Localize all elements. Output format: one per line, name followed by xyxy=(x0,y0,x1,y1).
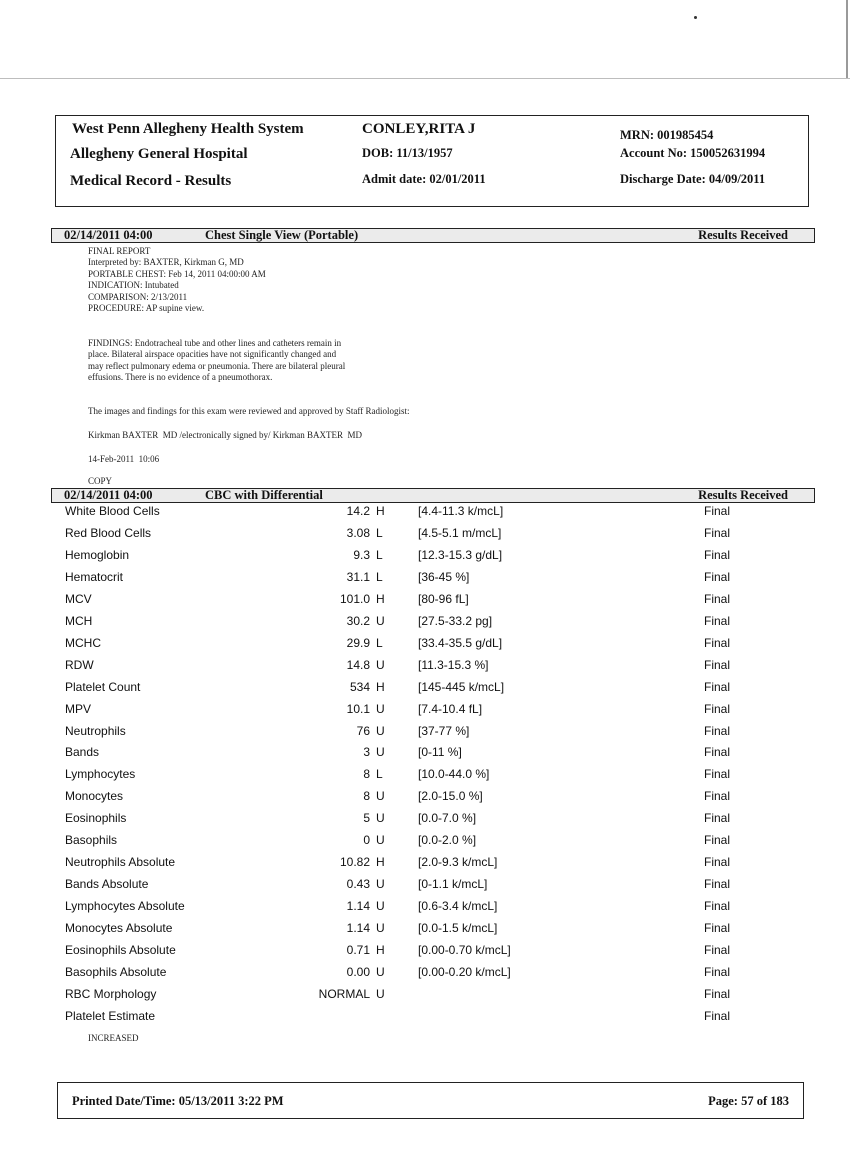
lab-reference-range: [27.5-33.2 pg] xyxy=(418,613,493,628)
lab-flag: U xyxy=(376,833,385,848)
lab-value: 0 xyxy=(363,833,370,848)
lab-flag: H xyxy=(376,943,385,957)
lab-test-name: RDW xyxy=(65,657,94,672)
lab-flag: L xyxy=(376,767,383,782)
report-header-block: FINAL REPORT Interpreted by: BAXTER, Kirkman G, MD PORTABLE CHEST: Feb 14, 2011 04:00:00 AM INDICATION: Intubated COMPARISON: 2/13/2011 PROCEDURE: AP supine view. xyxy=(88,246,266,314)
lab-value: 76 xyxy=(356,723,370,738)
lab-reference-range: [2.0-15.0 %] xyxy=(418,789,483,804)
lab-flag: U xyxy=(376,789,385,804)
table-row xyxy=(0,833,850,855)
table-row xyxy=(0,877,850,899)
page-number: Page: 57 of 183 xyxy=(708,1094,789,1108)
lab-status: Final xyxy=(704,789,731,804)
lab-test-name: Red Blood Cells xyxy=(65,525,152,540)
lab-test-name: Monocytes xyxy=(65,789,124,804)
lab-status: Final xyxy=(704,767,731,782)
lab-reference-range: [80-96 fL] xyxy=(418,591,469,606)
lab-status: Final xyxy=(704,635,731,650)
lab-status: Final xyxy=(704,986,731,1001)
lab-test-name: MPV xyxy=(65,701,92,716)
lab-flag: L xyxy=(376,525,383,540)
page-edge-line xyxy=(0,78,850,79)
lab-status: Final xyxy=(704,701,731,716)
lab-test-name: Neutrophils Absolute xyxy=(65,855,176,870)
platelet-estimate-note: INCREASED xyxy=(88,1033,139,1043)
lab-status: Final xyxy=(704,1008,731,1023)
lab-flag: U xyxy=(376,723,385,738)
lab-reference-range: [2.0-9.3 k/mcL] xyxy=(418,855,498,870)
lab-value: 8 xyxy=(363,767,370,782)
lab-flag: L xyxy=(376,635,383,650)
lab-reference-range: [10.0-44.0 %] xyxy=(418,767,490,782)
lab-reference-range: [0.0-2.0 %] xyxy=(418,833,477,848)
lab-status: Final xyxy=(704,855,731,870)
lab-test-name: Eosinophils xyxy=(65,811,127,826)
table-row xyxy=(0,811,850,833)
document-title: Medical Record - Results xyxy=(70,173,232,189)
lab-value: NORMAL xyxy=(318,986,370,1001)
lab-reference-range: [0.0-7.0 %] xyxy=(418,811,477,826)
lab-value: 14.8 xyxy=(346,657,370,672)
lab-status: Final xyxy=(704,833,731,848)
lab-reference-range: [0-1.1 k/mcL] xyxy=(418,877,488,892)
lab-test-name: Neutrophils xyxy=(65,723,126,738)
lab-status: Final xyxy=(704,723,731,738)
table-row xyxy=(0,570,850,592)
lab-flag: U xyxy=(376,613,385,628)
lab-test-name: Bands Absolute xyxy=(65,877,149,892)
lab-status: Final xyxy=(704,613,731,628)
lab-reference-range: [0-11 %] xyxy=(418,745,462,760)
lab-test-name: MCH xyxy=(65,613,93,628)
lab-status: Final xyxy=(704,569,731,584)
lab-flag: H xyxy=(376,504,385,518)
table-row xyxy=(0,592,850,614)
lab-reference-range: [33.4-35.5 g/dL] xyxy=(418,635,503,650)
lab-status: Final xyxy=(704,877,731,892)
table-row xyxy=(0,899,850,921)
lab-reference-range: [36-45 %] xyxy=(418,569,470,584)
signed-date: 14-Feb-2011 10:06 xyxy=(88,454,160,464)
lab-value: 3 xyxy=(363,745,370,760)
page-footer xyxy=(57,1082,804,1119)
mrn: MRN: 001985454 xyxy=(620,128,714,142)
lab-status: Final xyxy=(704,964,731,979)
lab-reference-range: [4.5-5.1 m/mcL] xyxy=(418,525,502,540)
lab-value: 30.2 xyxy=(346,613,370,628)
table-row xyxy=(0,965,850,987)
table-row xyxy=(0,526,850,548)
lab-flag: U xyxy=(376,921,385,936)
lab-value: 5 xyxy=(363,811,370,826)
radiologist-signature: Kirkman BAXTER MD /electronically signed by/ Kirkman BAXTER MD xyxy=(88,430,362,440)
section-title: CBC with Differential xyxy=(205,488,323,502)
lab-status: Final xyxy=(704,547,731,562)
lab-test-name: RBC Morphology xyxy=(65,986,157,1001)
table-row xyxy=(0,943,850,965)
admit-date: Admit date: 02/01/2011 xyxy=(362,172,486,186)
lab-status: Final xyxy=(704,679,731,694)
table-row xyxy=(0,504,850,526)
lab-reference-range: [145-445 k/mcL] xyxy=(418,679,505,694)
lab-status: Final xyxy=(704,921,731,936)
lab-reference-range: [0.00-0.20 k/mcL] xyxy=(418,964,511,979)
table-row xyxy=(0,658,850,680)
section-header-chest-xray xyxy=(51,228,815,243)
section-status: Results Received xyxy=(698,228,788,242)
lab-status: Final xyxy=(704,943,731,957)
lab-reference-range: [37-77 %] xyxy=(418,723,470,738)
lab-reference-range: [0.00-0.70 k/mcL] xyxy=(418,943,511,957)
lab-test-name: Platelet Estimate xyxy=(65,1008,156,1023)
table-row xyxy=(0,789,850,811)
lab-status: Final xyxy=(704,745,731,760)
lab-value: 10.82 xyxy=(339,855,370,870)
lab-test-name: Basophils Absolute xyxy=(65,964,167,979)
lab-test-name: Hemoglobin xyxy=(65,547,130,562)
lab-test-name: White Blood Cells xyxy=(65,504,160,518)
table-row xyxy=(0,702,850,724)
lab-test-name: Lymphocytes Absolute xyxy=(65,899,185,914)
lab-reference-range: [0.6-3.4 k/mcL] xyxy=(418,899,498,914)
lab-value: 1.14 xyxy=(346,921,370,936)
lab-flag: H xyxy=(376,591,385,606)
printed-datetime: Printed Date/Time: 05/13/2011 3:22 PM xyxy=(72,1094,284,1108)
copy-label: COPY xyxy=(88,476,113,486)
section-datetime: 02/14/2011 04:00 xyxy=(64,488,153,502)
section-header-cbc xyxy=(51,488,815,503)
lab-flag: U xyxy=(376,899,385,914)
lab-value: 0.00 xyxy=(346,964,370,979)
lab-reference-range: [11.3-15.3 %] xyxy=(418,657,489,672)
lab-flag: U xyxy=(376,986,385,1001)
lab-test-name: MCHC xyxy=(65,635,101,650)
lab-test-name: MCV xyxy=(65,591,92,606)
lab-value: 1.14 xyxy=(346,899,370,914)
lab-test-name: Platelet Count xyxy=(65,679,141,694)
hospital-name: Allegheny General Hospital xyxy=(70,146,248,162)
lab-status: Final xyxy=(704,811,731,826)
lab-value: 534 xyxy=(349,679,370,694)
patient-dob: DOB: 11/13/1957 xyxy=(362,146,453,160)
patient-name: CONLEY,RITA J xyxy=(362,121,476,137)
page-edge-mark xyxy=(846,0,848,78)
section-title: Chest Single View (Portable) xyxy=(205,228,359,242)
lab-status: Final xyxy=(704,657,731,672)
lab-test-name: Lymphocytes xyxy=(65,767,136,782)
record-header xyxy=(55,115,809,207)
lab-reference-range: [12.3-15.3 g/dL] xyxy=(418,547,503,562)
table-row xyxy=(0,614,850,636)
lab-flag: U xyxy=(376,745,385,760)
lab-test-name: Bands xyxy=(65,745,100,760)
lab-value: 101.0 xyxy=(339,591,370,606)
lab-flag: U xyxy=(376,964,385,979)
lab-value: 14.2 xyxy=(346,504,370,518)
lab-status: Final xyxy=(704,525,731,540)
lab-flag: U xyxy=(376,701,385,716)
table-row xyxy=(0,1009,850,1031)
lab-flag: H xyxy=(376,855,385,870)
org-name: West Penn Allegheny Health System xyxy=(72,121,304,137)
lab-reference-range: [0.0-1.5 k/mcL] xyxy=(418,921,498,936)
table-row xyxy=(0,855,850,877)
lab-value: 31.1 xyxy=(346,569,370,584)
lab-test-name: Hematocrit xyxy=(65,569,124,584)
scan-speck xyxy=(694,16,697,19)
table-row xyxy=(0,636,850,658)
lab-value: 0.71 xyxy=(346,943,370,957)
table-row xyxy=(0,724,850,746)
lab-value: 10.1 xyxy=(346,701,370,716)
lab-value: 9.3 xyxy=(353,547,370,562)
lab-flag: U xyxy=(376,877,385,892)
lab-flag: U xyxy=(376,657,385,672)
report-findings: FINDINGS: Endotracheal tube and other lines and catheters remain in place. Bilateral airspace opacities have not significantly changed and may reflect pulmonary edema or pneumonia. There are bilateral pleural effusions. There is no evidence of a pneumothorax. xyxy=(88,338,346,383)
lab-status: Final xyxy=(704,504,731,518)
lab-flag: U xyxy=(376,811,385,826)
lab-reference-range: [7.4-10.4 fL] xyxy=(418,701,483,716)
lab-flag: L xyxy=(376,569,383,584)
table-row xyxy=(0,680,850,702)
lab-status: Final xyxy=(704,591,731,606)
lab-value: 29.9 xyxy=(346,635,370,650)
review-note: The images and findings for this exam were reviewed and approved by Staff Radiologist: xyxy=(88,406,410,416)
lab-flag: L xyxy=(376,547,383,562)
lab-value: 3.08 xyxy=(346,525,370,540)
table-row xyxy=(0,745,850,767)
account-number: Account No: 150052631994 xyxy=(620,146,766,160)
lab-test-name: Monocytes Absolute xyxy=(65,921,173,936)
section-status: Results Received xyxy=(698,488,788,502)
lab-status: Final xyxy=(704,899,731,914)
table-row xyxy=(0,548,850,570)
lab-value: 0.43 xyxy=(346,877,370,892)
lab-test-name: Eosinophils Absolute xyxy=(65,943,176,957)
lab-flag: H xyxy=(376,679,385,694)
discharge-date: Discharge Date: 04/09/2011 xyxy=(620,172,766,186)
lab-test-name: Basophils xyxy=(65,833,118,848)
lab-reference-range: [4.4-11.3 k/mcL] xyxy=(418,504,504,518)
lab-value: 8 xyxy=(363,789,370,804)
table-row xyxy=(0,921,850,943)
section-datetime: 02/14/2011 04:00 xyxy=(64,228,153,242)
table-row xyxy=(0,767,850,789)
table-row xyxy=(0,987,850,1009)
